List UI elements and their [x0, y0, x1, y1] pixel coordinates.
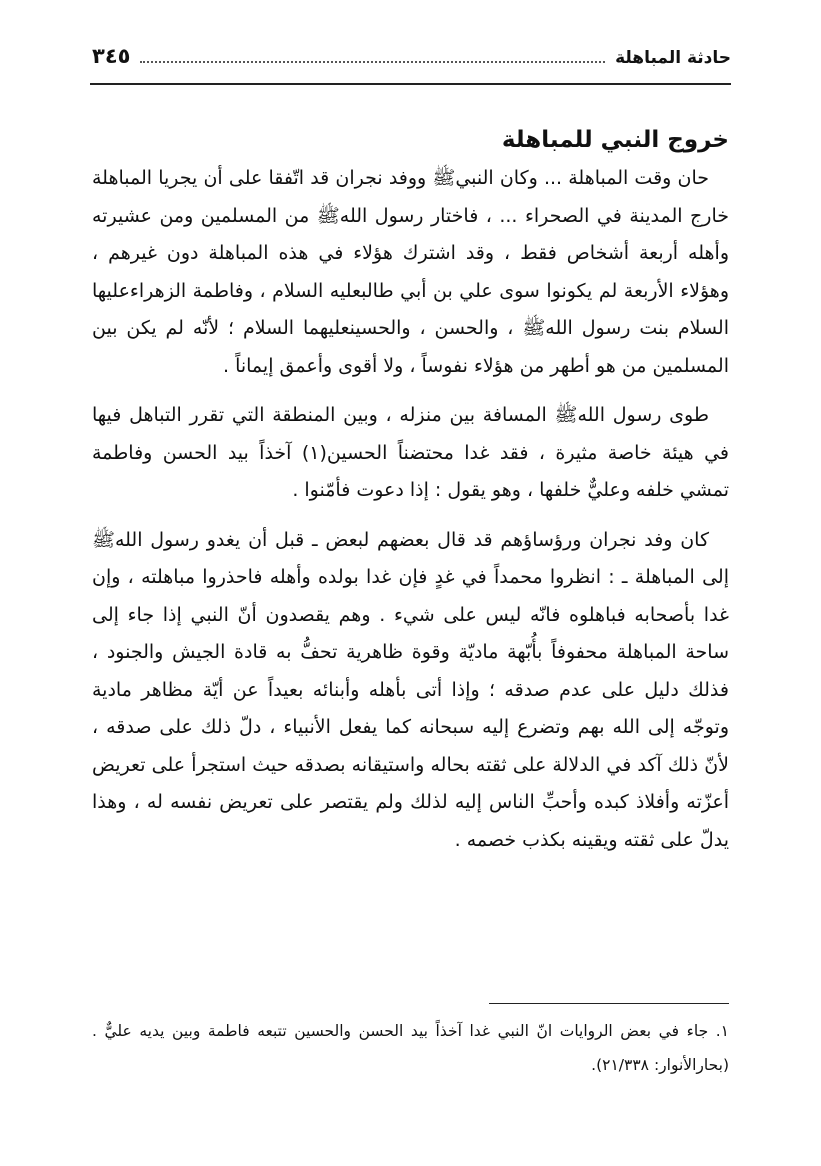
running-title: حادثة المباهلة: [615, 48, 731, 68]
section-title: خروج النبي للمباهلة: [501, 127, 729, 153]
page-number: ٣٤٥: [92, 44, 131, 68]
footnote: ١. جاء في بعض الروايات انّ النبي غدا آخذاً بيد الحسن والحسين تتبعه فاطمة وبين يديه عليٌّ .(بحارالأنوار: ٢١/٣٣٨).: [92, 1022, 729, 1074]
paragraph: طوى رسول اللهﷺ المسافة بين منزله ، وبين المنطقة التي تقرر التباهل فيها في هيئة خاصة مثيرة ، فقد غدا محتضناً الحسين(١) آخذاً بيد الحسن وفاطمة تمشي خلفه وعليٌّ خلفها ، وهو يقول : إذا دعوت فأمّنوا .: [92, 404, 729, 501]
footnote-rule: [489, 1003, 729, 1004]
paragraph: حان وقت المباهلة ... وكان النبيﷺ ووفد نجران قد اتّفقا على أن يجريا المباهلة خارج المدينة في الصحراء ... ، فاختار رسول اللهﷺ من المسلمين ومن عشيرته وأهله أربعة أشخاص فقط ، وقد اشترك هؤلاء في هذه المباهلة دون غيرهم ، وهؤلاء الأربعة لم يكونوا سوى علي بن أبي طالبعليه السلام ، وفاطمة الزهراءعليها السلام بنت رسول اللهﷺ ، والحسن ، والحسينعليهما السلام ؛ لأنّه لم يكن بين المسلمين من هو أطهر من هؤلاء نفوساً ، ولا أقوى وأعمق إيماناً .: [92, 167, 729, 377]
dot-leader: [140, 49, 605, 63]
running-header: [92, 44, 731, 68]
body-text: [92, 160, 729, 871]
header-rule: [90, 83, 731, 85]
paragraph: كان وفد نجران ورؤساؤهم قد قال بعضهم لبعض ـ قبل أن يغدو رسول اللهﷺ إلى المباهلة ـ : انظروا محمداً في غدٍ فإن غدا بولده وأهله فاحذروا مباهلته ، وإن غدا بأصحابه فباهلوه فانّه ليس على شيء . وهم يقصدون أنّ النبي إذا جاء إلى ساحة المباهلة محفوفاً بأُبّهة ماديّة وقوة ظاهرية تحفُّ به قادة الجيش والجنود ، فذلك دليل على عدم صدقه ؛ وإذا أتى بأهله وأبنائه بعيداً عن أيّة مظاهر مادية وتوجّه إلى الله بهم وتضرع إليه سبحانه كما يفعل الأنبياء ، دلّ ذلك على صدقه ، لأنّ ذلك آكد في الدلالة على ثقته بحاله واستيقانه بصدقه حيث استجرأ على تعريض أعزّته وأفلاذ كبده وأحبِّ الناس إليه لذلك ولم يقتصر على تعريض نفسه له ، وهذا يدلّ على ثقته ويقينه بكذب خصمه .: [92, 528, 729, 851]
